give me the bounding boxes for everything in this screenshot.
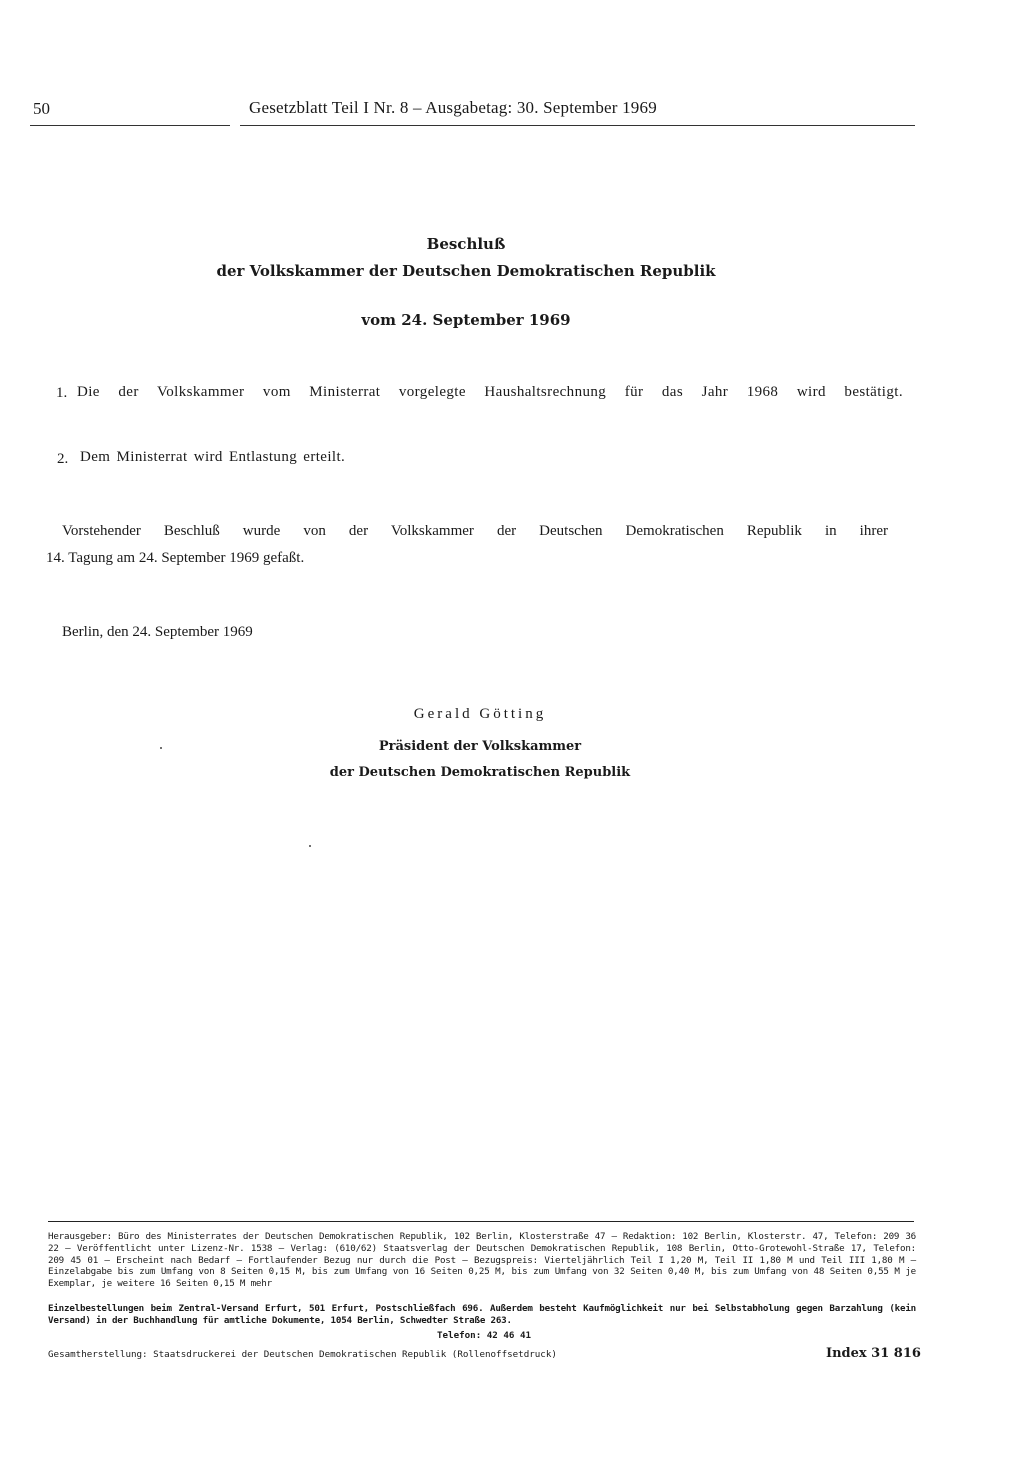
place-and-date: Berlin, den 24. September 1969: [62, 624, 253, 640]
running-head: Gesetzblatt Teil I Nr. 8 – Ausgabetag: 30. September 1969: [249, 98, 657, 117]
signatory-role-line-2: der Deutschen Demokratischen Republik: [329, 765, 631, 780]
footer-rule: [48, 1221, 914, 1222]
closing-paragraph-line-2: 14. Tagung am 24. September 1969 gefaßt.: [46, 550, 305, 566]
index-number: Index 31 816: [826, 1346, 921, 1361]
decision-title: Beschluß: [426, 235, 506, 253]
printer-credit: Gesamtherstellung: Staatsdruckerei der Deutschen Demokratischen Republik (Rollenoffsetdruck): [48, 1349, 557, 1360]
header-rule-left: [30, 125, 230, 126]
telephone-number: Telefon: 42 46 41: [436, 1330, 532, 1341]
item-text: Dem Ministerrat wird Entlastung erteilt.: [80, 449, 346, 465]
print-speck: [309, 845, 311, 847]
item-text: Die der Volkskammer vom Ministerrat vorgelegte Haushaltsrechnung für das Jahr 1968 wird bestätigt.: [77, 384, 903, 400]
item-number: 2.: [57, 451, 69, 467]
item-number: 1.: [56, 385, 68, 401]
decision-date: vom 24. September 1969: [361, 311, 571, 329]
closing-paragraph-line-1: Vorstehender Beschluß wurde von der Volkskammer der Deutschen Demokratischen Republik in ihrer: [62, 523, 888, 539]
print-speck: [160, 747, 162, 749]
imprint-text: Herausgeber: Büro des Ministerrates der Deutschen Demokratischen Republik, 102 Berlin, Klosterstraße 47 – Redaktion: 102 Berlin, Klosterstr. 47, Telefon: 209 36 22 – Veröffentlicht unter Lizenz-Nr. 1538 – Verlag: (610/62) Staatsverlag der Deutschen Demokratischen Republik, 108 Berlin, Otto-Grotewohl-Straße 17, Telefon: 209 45 01 – Erscheint nach Bedarf – Fortlaufender Bezug nur durch die Post – Bezugspreis: Vierteljährlich Teil I 1,20 M, Teil II 1,80 M und Teil III 1,80 M – Einzelabgabe bis zum Umfang von 8 Seiten 0,15 M, bis zum Umfang von 16 Seiten 0,25 M, bis zum Umfang von 32 Seiten 0,40 M, bis zum Umfang von 48 Seiten 0,55 M je Exemplar, je weitere 16 Seiten 0,15 M mehr: [48, 1231, 916, 1290]
signatory-name: Gerald Götting: [413, 706, 547, 722]
decision-subtitle: der Volkskammer der Deutschen Demokratischen Republik: [216, 262, 716, 280]
order-information: Einzelbestellungen beim Zentral-Versand Erfurt, 501 Erfurt, Postschließfach 696. Außerdem besteht Kaufmöglichkeit nur bei Selbstabholung gegen Barzahlung (kein Versand) in der Buchhandlung für amtliche Dokumente, 1054 Berlin, Schwedter Straße 263.: [48, 1303, 916, 1326]
page-number: 50: [33, 99, 50, 118]
signatory-role-line-1: Präsident der Volkskammer: [378, 739, 582, 754]
header-rule-right: [240, 125, 915, 126]
